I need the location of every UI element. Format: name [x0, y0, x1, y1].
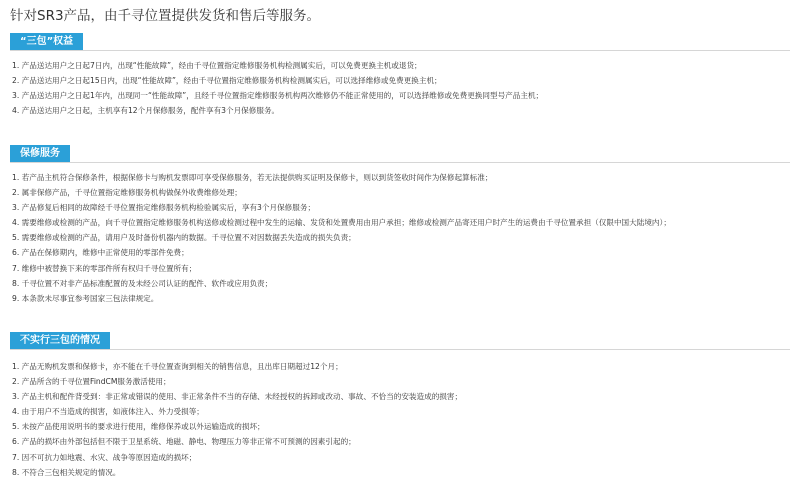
section-divider: [10, 162, 790, 163]
list-item: 4. 产品送达用户之日起，主机享有12个月保修服务，配件享有3个月保修服务。: [12, 106, 280, 116]
list-item: 8. 千寻位置不对非产品标准配置的及未经公司认证的配件、软件或应用负责；: [12, 278, 273, 288]
list-item: 6. 产品的损坏由外部包括但不限于卫星系统、地磁、静电、物理压力等非正常不可预测的因素引起的；: [12, 437, 356, 447]
warranty-rights-list: [12, 58, 797, 118]
list-item: 6. 产品在保修期内，维修中正常使用的零部件免费；: [12, 248, 189, 258]
list-item: 9. 本条款未尽事宜参考国家三包法律规定。: [12, 293, 159, 303]
list-item: 2. 产品所含的千寻位置FindCM服务激活使用；: [12, 377, 171, 387]
list-item: 2. 属非保修产品，千寻位置指定维修服务机构做保外收费维修处理；: [12, 188, 242, 198]
list-item: 3. 产品修复后相同的故障经千寻位置指定维修服务机构检验属实后，享有3个月保修服务；: [12, 203, 316, 213]
list-item: 8. 不符合三包相关规定的情况。: [12, 467, 121, 477]
list-item: 7. 因不可抗力如地震、水灾、战争等原因造成的损坏；: [12, 452, 197, 462]
intro-text: 针对SR3产品，由千寻位置提供发货和售后等服务。: [10, 8, 321, 24]
list-item: 1. 产品无购机发票和保修卡，亦不能在千寻位置查询到相关的销售信息，且出库日期超过12个月；: [12, 362, 343, 371]
warranty-service-list: [12, 170, 797, 306]
list-item: 1. 产品送达用户之日起7日内，出现“性能故障”，经由千寻位置指定维修服务机构检测属实后，可以免费更换主机或退货；: [12, 61, 422, 70]
list-item: 1. 若产品主机符合保修条件，根据保修卡与购机发票即可享受保修服务，若无法提供购买证明及保修卡，则以到货签收时间作为保修起算标准；: [12, 173, 493, 182]
list-item: 2. 产品送达用户之日起15日内，出现“性能故障”，经由千寻位置指定维修服务机构检测属实后，可以选择维修或免费更换主机；: [12, 76, 442, 86]
section-title-warranty-service: 保修服务: [10, 145, 70, 162]
list-item: 5. 需要维修或检测的产品，请用户及时备份机器内的数据。千寻位置不对因数据丢失造成的损失负责；: [12, 233, 356, 243]
exclusions-list: [12, 359, 797, 480]
section-divider: [10, 349, 790, 350]
list-item: 3. 产品主机和配件背受到：非正常或错误的使用、非正常条件不当的存储、未经授权的拆卸或改动、事故、不恰当的安装造成的损害；: [12, 392, 463, 402]
section-title-warranty-rights: “三包”权益: [10, 33, 83, 50]
section-divider: [10, 50, 790, 51]
list-item: 5. 未按产品使用说明书的要求进行使用，维修保养或以外运输造成的损坏；: [12, 422, 265, 432]
section-title-exclusions: 不实行三包的情况: [10, 332, 110, 349]
list-item: 4. 需要维修或检测的产品，向千寻位置指定维修服务机构送修或检测过程中发生的运输、发货和处置费用由用户承担；维修或检测产品寄还用户时产生的运费由千寻位置承担（仅限中国大陆境内）；: [12, 218, 671, 228]
list-item: 3. 产品送达用户之日起1年内，出现同一“性能故障”，且经千寻位置指定维修服务机构两次维修仍不能正常使用的，可以选择维修或免费更换同型号产品主机；: [12, 91, 544, 101]
list-item: 4. 由于用户不当造成的损害，如液体注入、外力受损等；: [12, 407, 204, 417]
list-item: 7. 维修中被替换下来的零部件所有权归千寻位置所有；: [12, 263, 197, 273]
